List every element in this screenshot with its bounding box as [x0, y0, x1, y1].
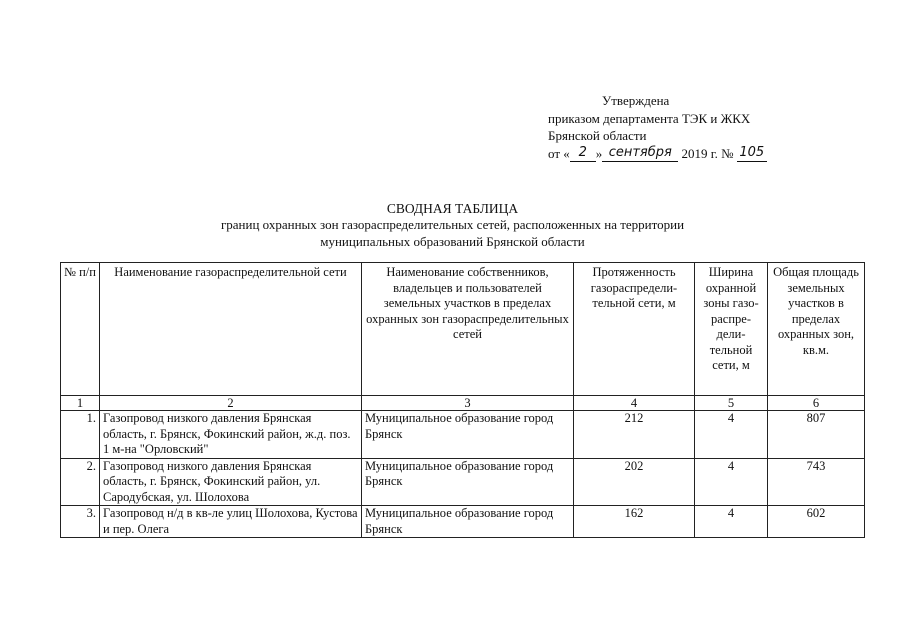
column-number: 3	[362, 396, 574, 411]
row-number: 1.	[61, 411, 100, 459]
network-length: 202	[574, 458, 695, 506]
date-prefix: от «	[548, 145, 570, 161]
document-title: СВОДНАЯ ТАБЛИЦА	[386, 201, 519, 216]
owner-name: Муниципальное образование город Брянск	[362, 458, 574, 506]
header-total-area: Общая площадь земельных участков в пределах охранных зон, кв.м.	[768, 263, 865, 396]
zone-width: 4	[695, 506, 768, 538]
handwritten-day: 2	[578, 144, 587, 160]
network-name: Газопровод низкого давления Брянская область, г. Брянск, Фокинский район, ж.д. поз. 1 м-на "Орловский"	[100, 411, 362, 459]
handwritten-number: 105	[739, 144, 765, 160]
table-row	[61, 458, 865, 506]
approval-order-line: приказом департамента ТЭК и ЖКХ	[548, 110, 751, 126]
column-number: 5	[695, 396, 768, 411]
header-owners: Наименование собственников, владельцев и пользователей земельных участков в пределах охранных зон газораспределительных сетей	[362, 263, 574, 396]
column-number-row	[61, 396, 865, 411]
number-sign: №	[721, 145, 734, 161]
column-number: 6	[768, 396, 865, 411]
owner-name: Муниципальное образование город Брянск	[362, 411, 574, 459]
date-year: 2019 г.	[681, 145, 718, 161]
network-length: 212	[574, 411, 695, 459]
document-subtitle-line1: границ охранных зон газораспределительных сетей, расположенных на территории	[220, 217, 685, 232]
network-length: 162	[574, 506, 695, 538]
table-row	[61, 411, 865, 459]
header-number: № п/п	[61, 263, 100, 396]
approval-date-line	[548, 145, 767, 163]
date-quote-close: »	[595, 145, 603, 161]
network-name: Газопровод низкого давления Брянская область, г. Брянск, Фокинский район, ул. Сародубская, ул. Шолохова	[100, 458, 362, 506]
table-header-row	[61, 263, 865, 396]
approval-block	[548, 92, 767, 162]
total-area: 743	[768, 458, 865, 506]
row-number: 3.	[61, 506, 100, 538]
column-number: 1	[61, 396, 100, 411]
owner-name: Муниципальное образование город Брянск	[362, 506, 574, 538]
row-number: 2.	[61, 458, 100, 506]
header-zone-width: Ширина охранной зоны газо-распре-дели-тельной сети, м	[695, 263, 768, 396]
zone-width: 4	[695, 411, 768, 459]
document-subtitle-line2: муниципальных образований Брянской области	[320, 234, 585, 249]
approval-region-line: Брянской области	[548, 128, 647, 143]
approval-title: Утверждена	[602, 93, 670, 108]
column-number: 4	[574, 396, 695, 411]
summary-table	[60, 262, 865, 538]
header-network-name: Наименование газораспределительной сети	[100, 263, 362, 396]
total-area: 807	[768, 411, 865, 459]
table-row	[61, 506, 865, 538]
handwritten-month: сентября	[608, 144, 672, 160]
network-name: Газопровод н/д в кв-ле улиц Шолохова, Кустова и пер. Олега	[100, 506, 362, 538]
column-number: 2	[100, 396, 362, 411]
zone-width: 4	[695, 458, 768, 506]
total-area: 602	[768, 506, 865, 538]
header-length: Протяженность газораспредели-тельной сети, м	[574, 263, 695, 396]
